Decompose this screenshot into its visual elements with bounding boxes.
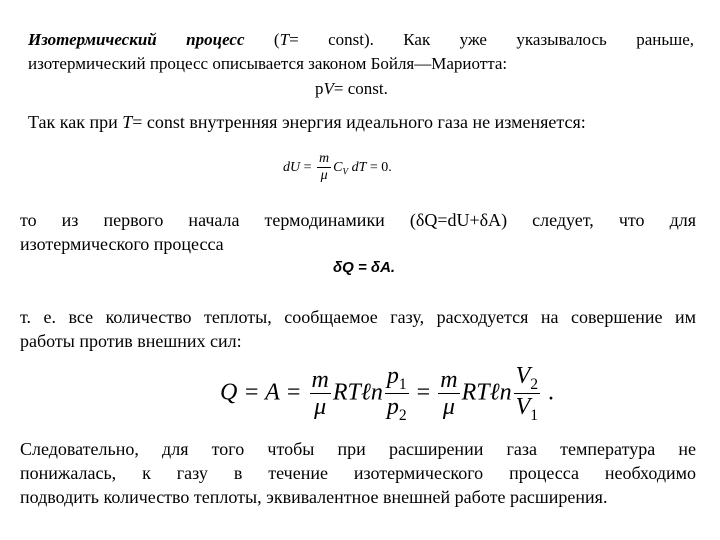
eq3-lhs: Q = A =	[220, 379, 308, 406]
para4-line2: работы против внешних сил:	[20, 331, 242, 351]
eq1-num: m	[319, 151, 330, 166]
equation-work	[220, 364, 554, 424]
formula-boyle	[315, 77, 388, 101]
eq3-frac2	[385, 364, 409, 424]
eq3-num2-wrap	[385, 364, 409, 394]
eq1-dt: dT	[348, 159, 367, 175]
eq1-rhs: = 0.	[366, 159, 392, 175]
para2-text-b: = const внутренняя энергия идеального газа не изменяется:	[132, 112, 586, 132]
eq3-end: .	[542, 379, 555, 406]
para1-line1	[28, 28, 694, 52]
eq3-frac3	[438, 368, 459, 421]
eq1-c-sub: V	[342, 166, 349, 177]
eq3-den2: p	[386, 394, 399, 421]
equation-heat-work: δQ = δA.	[333, 259, 396, 276]
para4-line1: т. е. все количество теплоты, сообщаемое газу, расходуется на совершение им	[20, 307, 696, 327]
eq3-den4-sub: 1	[530, 406, 539, 424]
eq3-den2-wrap	[385, 394, 409, 424]
eq3-den4-wrap	[514, 394, 540, 424]
eq3-frac4	[514, 364, 540, 424]
eq3-den4: V	[515, 394, 531, 421]
para5-line2: понижалась, к газу в течение изотермического процесса необходимо	[20, 463, 696, 483]
para5-line1: Следовательно, для того чтобы при расширении газа температура не	[20, 439, 696, 459]
equation-internal-energy	[283, 152, 392, 183]
eq1-c: C	[333, 159, 343, 175]
formula-rest: = const.	[333, 79, 388, 98]
formula-p: p	[315, 79, 324, 98]
eq1-lhs: dU	[283, 159, 301, 175]
para2-text-a: Так как при	[28, 112, 123, 132]
para1-line2: изотермический процесс описывается законом Бойля—Мариотта:	[28, 54, 508, 73]
eq3-num4-wrap	[514, 364, 540, 394]
eq3-mid1: RTℓn	[332, 379, 383, 406]
eq1-fraction	[317, 152, 331, 183]
cond-rest: = const). Как уже указывалось раньше,	[289, 30, 694, 49]
eq3-den1: μ	[314, 393, 327, 420]
term-isothermal: Изотермический процесс	[28, 30, 245, 49]
eq3-num2: p	[386, 363, 399, 389]
para3-line1: то из первого начала термодинамики (δQ=dU+δA) следует, что для	[20, 210, 696, 230]
para2-var-t: T	[122, 112, 133, 132]
cond-open: (	[244, 30, 280, 49]
eq1-eq: =	[300, 159, 316, 175]
para2	[28, 110, 586, 134]
eq3-num1: m	[311, 366, 329, 393]
eq3-eq: =	[410, 379, 437, 406]
eq3-num2-sub: 1	[398, 375, 407, 393]
eq3-num3: m	[440, 366, 458, 393]
eq1-den: μ	[320, 167, 328, 183]
eq3-frac1	[310, 368, 331, 421]
formula-v: V	[323, 79, 334, 98]
cond-var: T	[279, 30, 290, 49]
eq3-den2-sub: 2	[398, 406, 407, 424]
eq3-num4-sub: 2	[530, 375, 539, 393]
para5-line3: подводить количество теплоты, эквивалентное внешней работе расширения.	[20, 487, 608, 507]
eq3-num4: V	[515, 363, 531, 389]
para3-line2: изотермического процесса	[20, 234, 224, 254]
eq3-den3: μ	[442, 393, 455, 420]
eq3-mid2: RTℓn	[461, 379, 512, 406]
